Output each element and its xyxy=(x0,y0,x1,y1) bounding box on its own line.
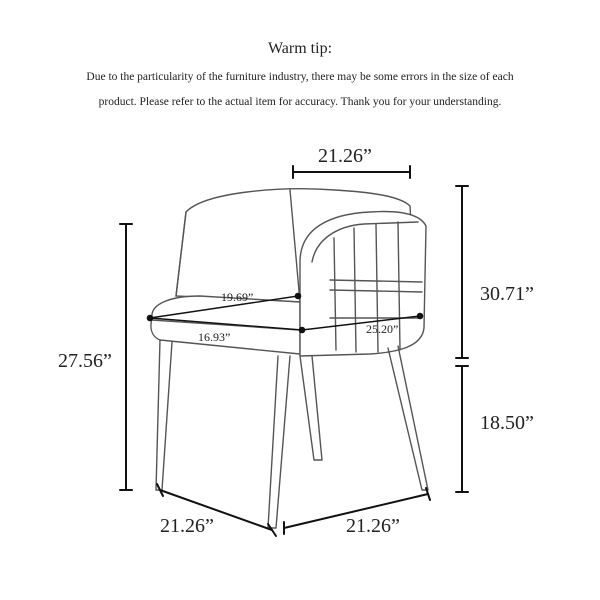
seat-depth-side-label: 16.93” xyxy=(198,330,231,344)
seat-height-label: 18.50” xyxy=(480,412,534,434)
warm-tip-line-1: Due to the particularity of the furniture industry, there may be some errors in the size of each xyxy=(86,71,514,83)
base-right-label: 21.26” xyxy=(346,515,400,537)
base-left-label: 21.26” xyxy=(160,515,214,537)
total-height-label: 27.56” xyxy=(58,350,112,372)
top-width-label: 21.26” xyxy=(318,145,372,167)
warm-tip-title: Warm tip: xyxy=(267,40,333,57)
seat-depth-inner-label: 19.69” xyxy=(221,290,254,304)
seat-diagonal-label: 25.20” xyxy=(366,322,399,336)
warm-tip-line-2: product. Please refer to the actual item for accuracy. Thank you for your understanding. xyxy=(98,96,502,108)
back-height-label: 30.71” xyxy=(480,283,534,305)
chair-drawing xyxy=(151,189,428,528)
